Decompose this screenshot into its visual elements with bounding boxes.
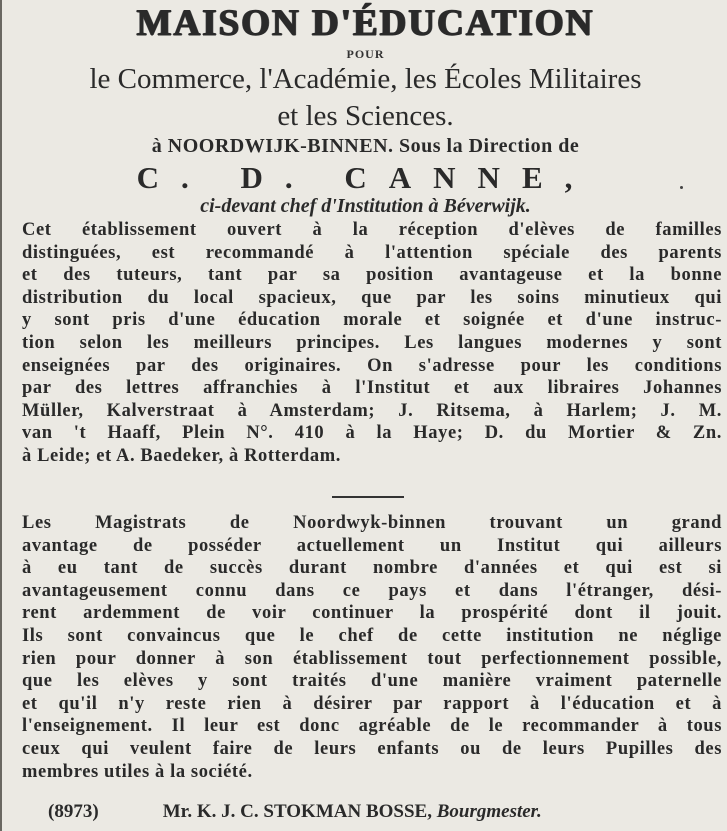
paragraph-line: ceux qui veulent faire de leurs enfants ou de leurs Pupilles des bbox=[22, 738, 722, 759]
paragraph-line: et qu'il n'y reste rien à désirer par rapport à l'éducation et à bbox=[22, 693, 722, 714]
paragraph-line: rien pour donner à son établissement tout perfectionnement possible, bbox=[22, 648, 722, 669]
paragraph-line: enseignées par des originaires. On s'adresse pour les conditions bbox=[22, 355, 722, 376]
paragraph-line: à Leide; et A. Baedeker, à Rotterdam. bbox=[22, 445, 342, 466]
paragraph-line: à eu tant de succès durant nombre d'années et qui est si bbox=[22, 558, 722, 579]
signatory-role: Bourgmester. bbox=[436, 801, 542, 822]
paragraph-establishment bbox=[22, 219, 722, 468]
director-name: C. D. CANNE, bbox=[136, 160, 595, 195]
paragraph-line: avantageusement connu dans ce pays et dans l'étranger, dési- bbox=[22, 580, 722, 601]
notice-title: MAISON D'ÉDUCATION bbox=[136, 3, 595, 44]
paragraph-line: que les elèves y sont traités d'une manière vraiment paternelle bbox=[22, 671, 722, 692]
paragraph-magistrates bbox=[22, 512, 722, 783]
section-divider bbox=[332, 496, 404, 498]
paragraph-line: y sont pris d'une éducation morale et soignée et d'une instruc- bbox=[22, 310, 722, 331]
paragraph-line: distinguées, est recommandé à l'attention spéciale des parents bbox=[22, 242, 722, 263]
paragraph-line: rent ardemment de voir continuer la prospérité dont il jouit. bbox=[22, 603, 722, 624]
paragraph-line: tion selon les meilleurs principes. Les langues modernes y sont bbox=[22, 332, 722, 353]
paragraph-line: Müller, Kalverstraat à Amsterdam; J. Ritsema, à Harlem; J. M. bbox=[22, 400, 722, 421]
ink-speck bbox=[680, 186, 683, 189]
signatory-name: Mr. K. J. C. STOKMAN BOSSE, bbox=[162, 801, 432, 822]
paragraph-line: Ils sont convaincus que le chef de cette institution ne néglige bbox=[22, 625, 722, 646]
paragraph-line: Les Magistrats de Noordwyk-binnen trouvant un grand bbox=[22, 513, 722, 533]
paragraph-line: l'enseignement. Il leur est donc agréable de le recommander à tous bbox=[22, 716, 722, 737]
paragraph-line: avantage de posséder actuellement un Institut qui ailleurs bbox=[22, 535, 722, 556]
paragraph-line: Cet établissement ouvert à la réception d'elèves de familles bbox=[22, 220, 722, 240]
notice-footer bbox=[48, 801, 708, 823]
notice-subtitle-line2: et les Sciences. bbox=[277, 100, 454, 132]
director-role: ci-devant chef d'Institution à Béverwijk. bbox=[200, 195, 531, 217]
notice-subtitle-line1: le Commerce, l'Académie, les Écoles Militaires bbox=[89, 63, 642, 95]
paragraph-line: et des tuteurs, tant par sa position avantageuse et la bonne bbox=[22, 265, 722, 286]
paragraph-line: par des lettres affranchies à l'Institut et aux libraires Johannes bbox=[22, 378, 722, 399]
paragraph-line: membres utiles à la société. bbox=[22, 761, 253, 782]
notice-location: à NOORDWIJK-BINNEN. Sous la Direction de bbox=[151, 135, 580, 157]
paragraph-line: van 't Haaff, Plein N°. 410 à la Haye; D. du Mortier & Zn. bbox=[22, 423, 722, 444]
notice-pour: POUR bbox=[346, 47, 385, 61]
reference-number: (8973) bbox=[48, 801, 99, 822]
paragraph-line: distribution du local spacieux, que par les soins minutieux qui bbox=[22, 287, 722, 308]
